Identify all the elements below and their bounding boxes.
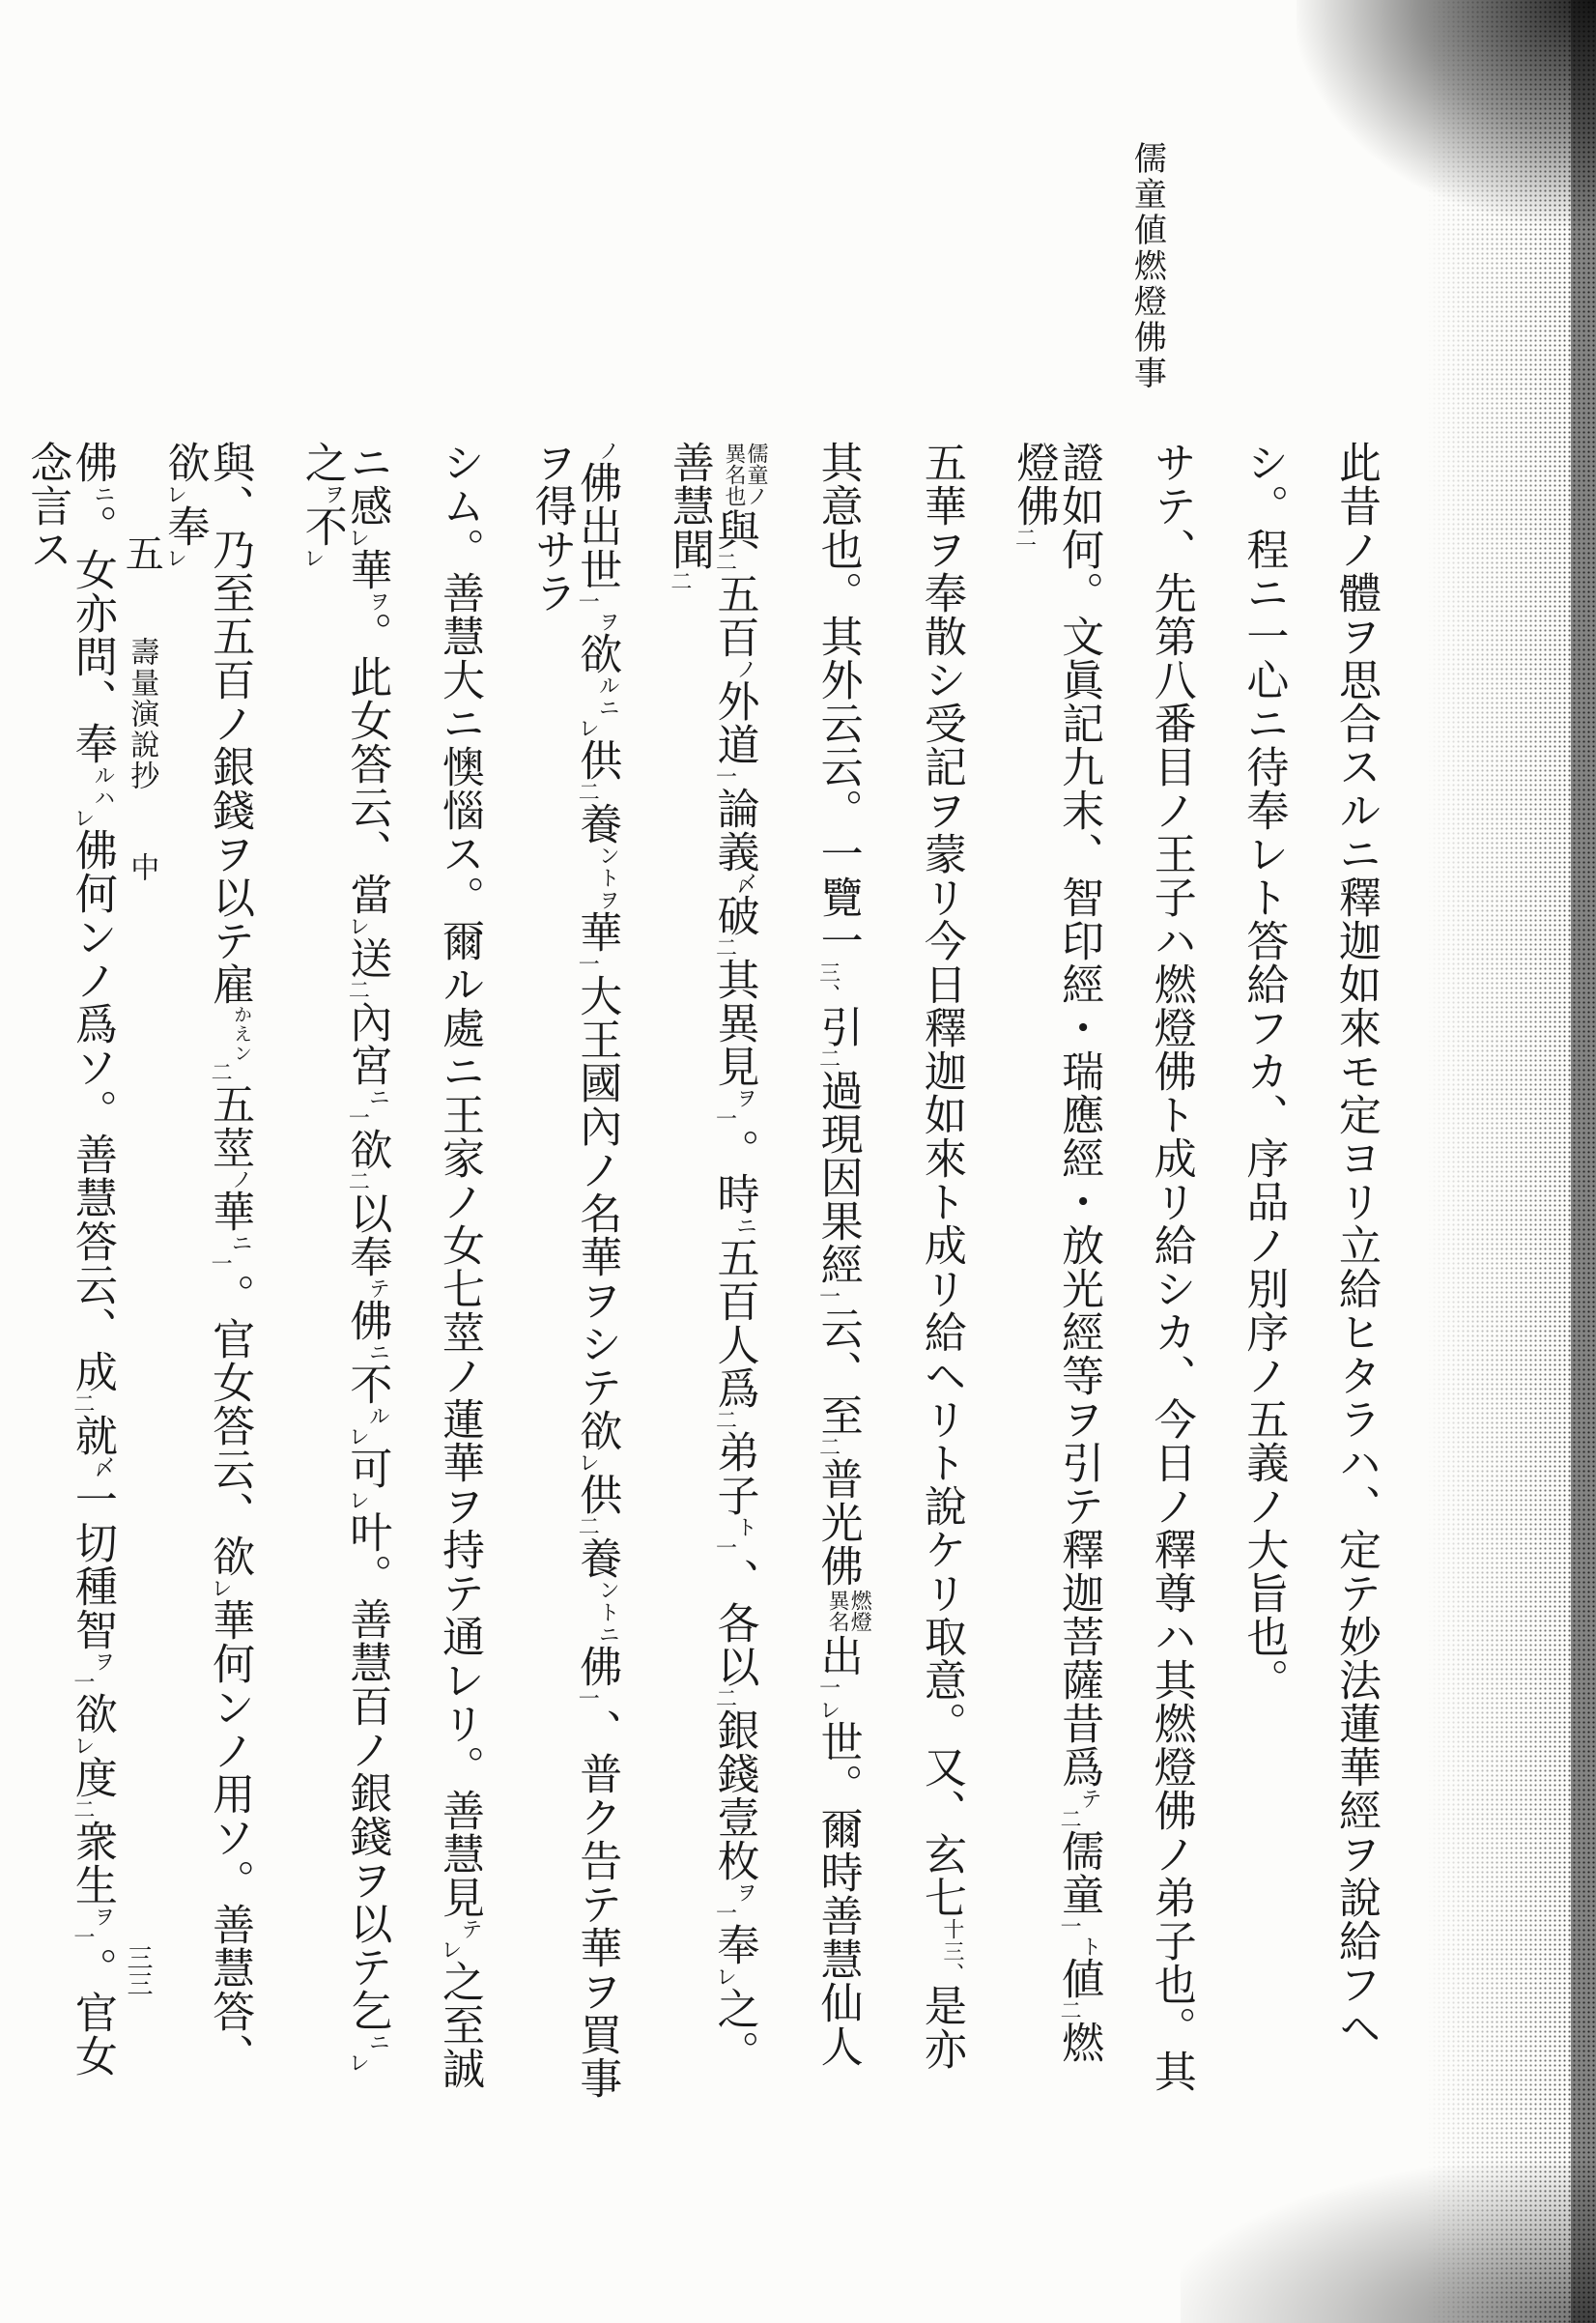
page-number: 三三 — [122, 1944, 153, 1996]
text-column-6: 其意也。其外云云。一覽一三、引二過現因果經一云、至二普光佛 燃燈 異名 出一レ世。爾時善慧仙人 — [812, 441, 872, 2068]
text-column-12: 佛ニ。女亦問、奉ルハレ佛何ンノ爲ソ。善慧答云、成二就〆一切種智ヲ一欲レ度二衆生ヲ一。官女念言ス — [22, 441, 117, 2078]
text-column-9: シム。善慧大ニ懊惱ス。爾ル處ニ王家ノ女七莖ノ蓮華ヲ持テ通レリ。善慧見テレ之至誠 — [434, 441, 484, 2090]
text-column-10: ニ感レ華ヲ。此女答云、當レ送二內宮ニ一欲二以奉テ佛ニ不ルレ可レ叶。善慧百ノ銀錢ヲ以テ乞ニレ之ヲ不レ — [297, 441, 392, 2074]
text-column-7: 儒童ノ 異名也 與二五百ノ外道一論義〆破二其異見ヲ一。時ニ五百人爲二弟子ト一、各以二銀錢壹枚ヲ一奉レ之。善慧聞二 — [664, 441, 769, 2074]
scan-shadow-top-right — [1297, 0, 1596, 227]
running-title: 壽量演說抄 — [125, 637, 159, 791]
section-header: 儒童値燃燈佛事 — [1127, 141, 1167, 391]
text-column-4: 證如何。文眞記九末、智印經・瑞應經・放光經等ヲ引テ釋迦菩薩昔爲テ二儒童一ト値二燃燈佛二 — [1009, 441, 1104, 2064]
margin-running-title — [119, 533, 164, 883]
scan-shadow-bottom-right — [1181, 2164, 1596, 2323]
text-column-1: 此昔ノ體ヲ思合スルニ釋迦如來モ定ヨリ立給ヒタラハ、定テ妙法蓮華經ヲ說給フヘ — [1331, 441, 1381, 2050]
text-column-2: シ。程ニ一心ニ待奉レト答給フカ、序品ノ別序ノ五義ノ大旨也。 — [1239, 441, 1289, 1702]
scan-shadow-edge-strip — [1571, 0, 1596, 2323]
text-column-11: 與、乃至五百ノ銀錢ヲ以テ雇かえン二五莖ノ華ニ一。官女答云、欲レ華何ンノ用ソ。善慧答、欲レ奉レ — [159, 441, 255, 2077]
volume-label: 中 — [125, 852, 159, 883]
text-column-3: サテ、先第八番目ノ王子ハ燃燈佛ト成リ給シカ、今日ノ釋尊ハ其燃燈佛ノ弟子也。其 — [1146, 441, 1196, 2093]
text-column-5: 五華ヲ奉散シ受記ヲ蒙リ今日釋迦如來ト成リ給ヘリト說ケリ取意。又、玄七十三、是亦 — [916, 441, 966, 2071]
part-number: 五 — [119, 533, 164, 574]
text-column-8: ノ佛出世一ヲ欲ルニレ供二養ントヲ華一大王國內ノ名華ヲシテ欲レ供二養ントニ佛一、普ク告テ華ヲ買事ヲ得サラ — [527, 440, 622, 2100]
